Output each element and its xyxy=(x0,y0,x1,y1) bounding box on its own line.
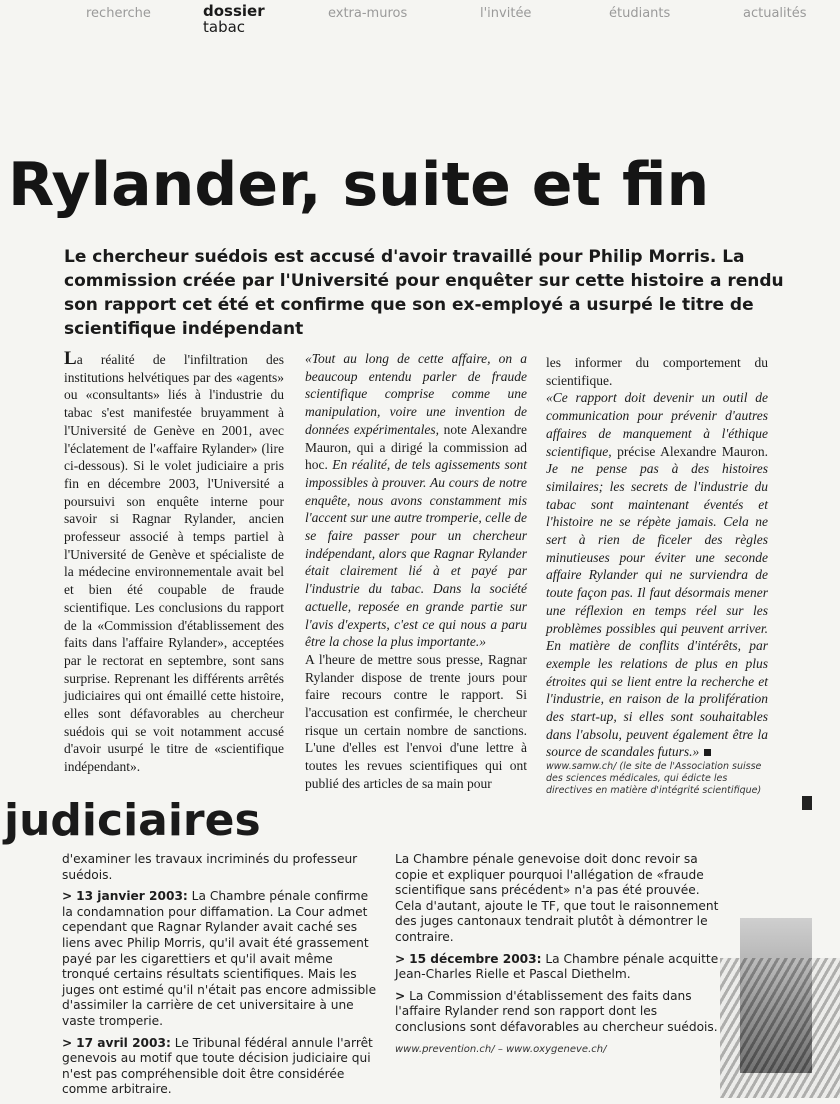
attribution-text: note Alexandre Mauron, qui a dirigé la commission ad hoc. xyxy=(305,421,527,473)
timeline-entry xyxy=(395,952,725,983)
paragraph-text: a réalité de l'infiltration des institutions helvétiques par des «agents» ou «consultants» liés à l'industrie du tabac s'est manifestée bruyamment à l'Université de Genève en 2001, avec l'éclatement de l'«affaire Rylander» (lire ci-dessous). Si le volet judiciaire a pris fin en décembre 2003, l'Université a poursuivi son enquête interne pour savoir si Ragnar Rylander, ancien professeur associé à temps partiel à l'Université de Genève et spécialiste de la médecine environnementale avait bel et bien été coupable de fraude scientifique. Les conclusions du rapport de la «Commission d'établissement des faits dans l'affaire Rylander», acceptées par le rectorat en septembre, sont sans surprise. Reprenant les différents arrêtés judiciaires qui ont émaillé cette histoire, elles sont défavorables au chercheur suédois qui se voit notamment accusé d'avoir usurpé le titre de «scientifique indépendant». xyxy=(64,352,284,775)
nav-dossier-label: dossier xyxy=(203,2,265,20)
source-note: www.samw.ch/ (le site de l'Association suisse des sciences médicales, qui édicte les directives en matière d'intégrité scientifique) xyxy=(546,761,762,797)
quote-text: «Ce rapport doit devenir un outil de communication pour prévenir d'autres affaires de manquement à l'éthique scientifique, xyxy=(546,390,768,459)
arrow-icon: > xyxy=(395,951,406,966)
quote-text: Je ne pense pas à des histoires similaires; les secrets de l'industrie du tabac sont maintenant éventés et l'histoire ne se répète jamais. Cela ne sert à rien de ficeler des règles minutieuses pour éviter une seconde affaire Rylander qui ne surviendra de toute façon pas. Il faut désormais mener une réflexion en temps réel sur les problèmes possibles qui peuvent arriver. En matière de conflits d'intérêts, par exemple les relations de plus en plus étroites qui se lient entre la recherche et l'industrie, en raison de la prolifération des start-up, si elles sont souhaitables dans l'absolu, peuvent également être la source de scandales futurs.» xyxy=(546,461,768,760)
drop-cap: L xyxy=(64,348,77,369)
paragraph: A l'heure de mettre sous presse, Ragnar Rylander dispose de trente jours pour faire recours contre le rapport. Si l'accusation est confirmée, le chercheur risque un certain nombre de sanctions. L'une d'elles est l'envoi d'une lettre à toutes les revues scientifiques qui ont publié des articles de sa main pour xyxy=(305,651,527,791)
nav-etudiants: étudiants xyxy=(609,6,671,21)
timeline-entry xyxy=(62,1036,382,1098)
arrow-icon: > xyxy=(62,889,73,904)
timeline-text: Le Tribunal fédéral annule l'arrêt genevois au motif que toute décision judiciaire qui n'est pas compréhensible doit être considérée comme arbitraire. xyxy=(62,1035,373,1097)
timeline-date: 17 avril 2003: xyxy=(76,1035,171,1050)
paragraph: les informer du comportement du scientifique. xyxy=(546,355,768,388)
article-column-1 xyxy=(64,350,284,776)
article-column-2 xyxy=(305,350,527,793)
nav-recherche: recherche xyxy=(86,6,151,21)
timeline-text: La Chambre pénale confirme la condamnation pour diffamation. La Cour admet cependant que Ragnar Rylander avait caché ses liens avec Philip Morris, qu'il avait été grassement payé par les cigarettiers et qu'il avait même tronqué certains résultats scientifiques. Mais les juges ont estimé qu'il n'était pas encore admissible d'assimiler la carrière de cet universitaire à une vaste tromperie. xyxy=(62,889,377,1028)
quote-text: «Tout au long de cette affaire, on a beaucoup entendu parler de fraude scientifique comprise comme une manipulation, voire une invention de données expérimentales, xyxy=(305,351,527,437)
source-urls: www.prevention.ch/ – www.oxygeneve.ch/ xyxy=(395,1043,607,1055)
arrow-icon: > xyxy=(62,1035,73,1050)
nav-actualites: actualités xyxy=(743,6,807,21)
timeline-date: 13 janvier 2003: xyxy=(76,889,188,904)
corner-photo xyxy=(740,918,812,1073)
timeline-entry xyxy=(62,889,382,1029)
nav-dossier-sub: tabac xyxy=(203,18,246,36)
paragraph xyxy=(64,350,284,776)
quote-paragraph xyxy=(305,350,527,651)
section-nav xyxy=(0,0,812,40)
attribution-text: précise Alexandre Mauron. xyxy=(611,443,768,459)
article-title: Rylander, suite et fin xyxy=(8,150,710,220)
quote-paragraph xyxy=(546,389,768,761)
sidebar-heading: judiciaires xyxy=(4,795,261,846)
nav-invitee: l'invitée xyxy=(480,6,532,21)
sidebar-column-left xyxy=(62,852,382,1104)
arrow-icon: > xyxy=(395,988,406,1003)
timeline-text: La Chambre pénale acquitte Jean-Charles Rielle et Pascal Diethelm. xyxy=(395,951,719,982)
nav-dossier xyxy=(203,3,265,35)
sidebar-column-right xyxy=(395,852,725,1063)
timeline-entry xyxy=(395,989,725,1036)
quote-text: En réalité, de tels agissements sont impossibles à prouver. Au cours de notre enquête, nous avons constamment mis l'accent sur une autre tromperie, celle de se faire passer pour un chercheur indépendant, alors que Ragnar Rylander était clairement lié à et payé par l'industrie du tabac. Dans la société actuelle, reposée en grande partie sur l'avis d'experts, c'est ce qui nous a paru être la chose la plus importante.» xyxy=(305,457,527,650)
article-column-3 xyxy=(546,354,768,797)
timeline-date: 15 décembre 2003: xyxy=(409,951,542,966)
paragraph: La Chambre pénale genevoise doit donc revoir sa copie et expliquer pourquoi l'allégation de «fraude scientifique sans précédent» n'a pas été prouvée. Cela d'autant, ajoute le TF, que tout le raisonnement des juges cantonaux tendrait plutôt à démontrer le contraire. xyxy=(395,852,719,944)
article-lede: Le chercheur suédois est accusé d'avoir travaillé pour Philip Morris. La commission créée par l'Université pour enquêter sur cette histoire a rendu son rapport cet été et confirme que son ex-employé a usurpé le titre de scientifique indépendant xyxy=(64,247,784,339)
page-edge-marker xyxy=(802,796,812,810)
end-mark-icon xyxy=(704,749,711,756)
nav-extra-muros: extra-muros xyxy=(328,6,408,21)
paragraph: d'examiner les travaux incriminés du professeur suédois. xyxy=(62,852,358,882)
timeline-text: La Commission d'établissement des faits dans l'affaire Rylander rend son rapport dont les conclusions sont défavorables au chercheur suédois. xyxy=(395,988,718,1034)
